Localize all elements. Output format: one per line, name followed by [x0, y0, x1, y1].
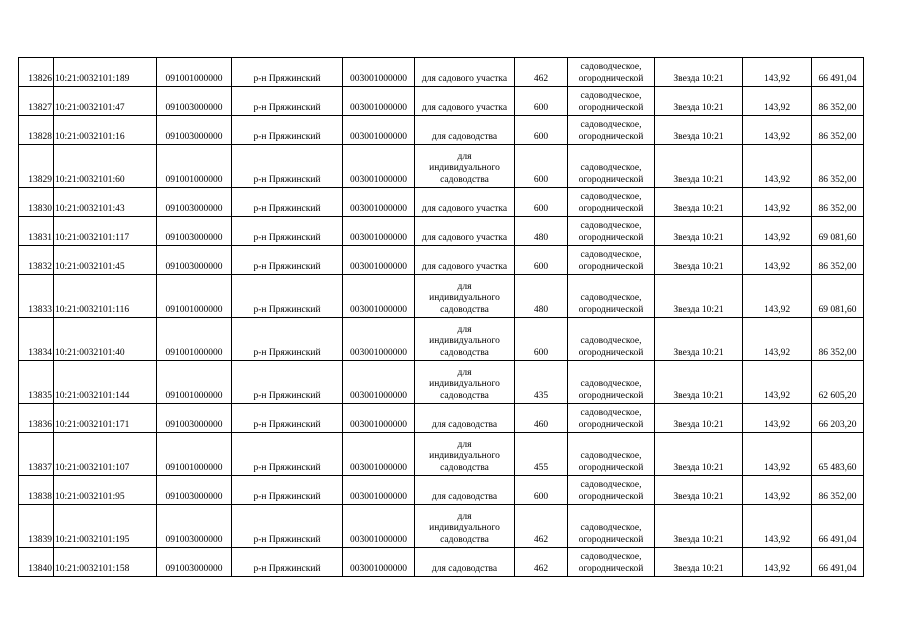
cell-district: р-н Пряжинский: [232, 58, 343, 87]
land-category-line: садоводческое,: [580, 336, 642, 346]
cell-district: р-н Пряжинский: [232, 318, 343, 361]
cell-location: Звезда 10:21: [655, 361, 743, 404]
table-row: [19, 404, 864, 433]
land-category-line: садоводческое,: [580, 250, 642, 260]
cell-classifier-code: 003001000000: [343, 275, 415, 318]
cell-area: 600: [515, 145, 568, 188]
cell-location: Звезда 10:21: [655, 433, 743, 476]
cell-permitted-use: [415, 116, 515, 145]
cell-permitted-use: [415, 476, 515, 505]
cell-specific-value: 143,92: [743, 318, 812, 361]
cell-cadastral-number: 10:21:0032101:60: [54, 145, 157, 188]
cell-cadastral-number: 10:21:0032101:189: [54, 58, 157, 87]
cell-land-category: [568, 318, 655, 361]
permitted-use-line: садоводства: [440, 462, 489, 473]
permitted-use-line: для садоводства: [431, 563, 498, 574]
permitted-use-line: садоводства: [440, 390, 489, 401]
cell-classifier-code: 003001000000: [343, 246, 415, 275]
cell-classifier-code: 003001000000: [343, 116, 415, 145]
cell-location: Звезда 10:21: [655, 318, 743, 361]
land-category-line: садоводческое,: [580, 379, 642, 389]
cell-cadastral-number: 10:21:0032101:45: [54, 246, 157, 275]
table-row: [19, 275, 864, 318]
permitted-use-line: индивидуального: [429, 293, 500, 303]
cell-permitted-use: [415, 433, 515, 476]
cell-location: Звезда 10:21: [655, 58, 743, 87]
cell-land-category: [568, 404, 655, 433]
cell-okato-code: 091001000000: [157, 145, 232, 188]
land-category-line: огороднической: [578, 73, 644, 84]
permitted-use-line: для: [457, 151, 472, 162]
cell-land-category: [568, 433, 655, 476]
permitted-use-line: индивидуального: [429, 163, 500, 173]
cell-district: р-н Пряжинский: [232, 145, 343, 188]
cell-cadastral-number: 10:21:0032101:144: [54, 361, 157, 404]
land-category-line: огороднической: [578, 102, 644, 113]
cell-specific-value: 143,92: [743, 404, 812, 433]
cell-cadastral-value: 69 081,60: [812, 275, 864, 318]
cell-row-number: 13835: [19, 361, 54, 404]
cell-classifier-code: 003001000000: [343, 217, 415, 246]
cell-specific-value: 143,92: [743, 217, 812, 246]
cell-okato-code: 091001000000: [157, 318, 232, 361]
cell-permitted-use: [415, 188, 515, 217]
cell-location: Звезда 10:21: [655, 246, 743, 275]
cell-location: Звезда 10:21: [655, 217, 743, 246]
permitted-use-line: для садового участка: [421, 102, 508, 113]
cell-area: 455: [515, 433, 568, 476]
land-category-line: садоводческое,: [580, 293, 642, 303]
cell-area: 462: [515, 58, 568, 87]
table-row: [19, 505, 864, 548]
land-category-line: садоводческое,: [580, 120, 642, 130]
cell-area: 462: [515, 548, 568, 577]
cell-classifier-code: 003001000000: [343, 404, 415, 433]
cell-cadastral-value: 86 352,00: [812, 188, 864, 217]
cell-location: Звезда 10:21: [655, 404, 743, 433]
cell-land-category: [568, 548, 655, 577]
cell-row-number: 13827: [19, 87, 54, 116]
cell-district: р-н Пряжинский: [232, 87, 343, 116]
cell-classifier-code: 003001000000: [343, 145, 415, 188]
cell-row-number: 13831: [19, 217, 54, 246]
cell-district: р-н Пряжинский: [232, 361, 343, 404]
cell-specific-value: 143,92: [743, 433, 812, 476]
permitted-use-line: индивидуального: [429, 336, 500, 346]
table-body: [19, 58, 864, 577]
permitted-use-line: индивидуального: [429, 523, 500, 533]
permitted-use-line: садоводства: [440, 304, 489, 315]
cell-cadastral-number: 10:21:0032101:158: [54, 548, 157, 577]
cell-classifier-code: 003001000000: [343, 58, 415, 87]
cell-specific-value: 143,92: [743, 476, 812, 505]
permitted-use-line: для садоводства: [431, 131, 498, 142]
cell-classifier-code: 003001000000: [343, 361, 415, 404]
cell-cadastral-value: 66 491,04: [812, 505, 864, 548]
land-category-line: огороднической: [578, 534, 644, 545]
cell-okato-code: 091003000000: [157, 505, 232, 548]
cell-row-number: 13829: [19, 145, 54, 188]
cell-location: Звезда 10:21: [655, 87, 743, 116]
cell-district: р-н Пряжинский: [232, 505, 343, 548]
cell-land-category: [568, 246, 655, 275]
cell-land-category: [568, 145, 655, 188]
land-category-line: огороднической: [578, 462, 644, 473]
permitted-use-line: для садового участка: [421, 73, 508, 84]
cell-okato-code: 091001000000: [157, 433, 232, 476]
cell-row-number: 13839: [19, 505, 54, 548]
land-category-line: садоводческое,: [580, 91, 642, 101]
cell-permitted-use: [415, 58, 515, 87]
land-category-line: садоводческое,: [580, 523, 642, 533]
permitted-use-line: для садового участка: [421, 261, 508, 272]
cell-cadastral-number: 10:21:0032101:116: [54, 275, 157, 318]
cell-classifier-code: 003001000000: [343, 433, 415, 476]
cell-okato-code: 091001000000: [157, 361, 232, 404]
cell-specific-value: 143,92: [743, 188, 812, 217]
table-row: [19, 87, 864, 116]
cell-land-category: [568, 87, 655, 116]
table-row: [19, 246, 864, 275]
cell-location: Звезда 10:21: [655, 505, 743, 548]
cell-permitted-use: [415, 217, 515, 246]
cell-location: Звезда 10:21: [655, 116, 743, 145]
permitted-use-line: для садоводства: [431, 491, 498, 502]
permitted-use-line: индивидуального: [429, 379, 500, 389]
cell-specific-value: 143,92: [743, 116, 812, 145]
cell-land-category: [568, 116, 655, 145]
cell-specific-value: 143,92: [743, 361, 812, 404]
land-category-line: огороднической: [578, 174, 644, 185]
table-row: [19, 217, 864, 246]
cell-land-category: [568, 361, 655, 404]
cell-row-number: 13836: [19, 404, 54, 433]
cell-cadastral-value: 62 605,20: [812, 361, 864, 404]
cell-okato-code: 091003000000: [157, 217, 232, 246]
land-category-line: садоводческое,: [580, 62, 642, 72]
cell-cadastral-number: 10:21:0032101:47: [54, 87, 157, 116]
cell-classifier-code: 003001000000: [343, 87, 415, 116]
cell-specific-value: 143,92: [743, 145, 812, 188]
cell-area: 600: [515, 87, 568, 116]
cell-area: 600: [515, 476, 568, 505]
cell-specific-value: 143,92: [743, 275, 812, 318]
cell-specific-value: 143,92: [743, 505, 812, 548]
cell-cadastral-value: 69 081,60: [812, 217, 864, 246]
cell-permitted-use: [415, 275, 515, 318]
cell-okato-code: 091003000000: [157, 116, 232, 145]
permitted-use-line: для: [457, 439, 472, 450]
cell-okato-code: 091003000000: [157, 188, 232, 217]
table-row: [19, 476, 864, 505]
cell-specific-value: 143,92: [743, 548, 812, 577]
cell-area: 435: [515, 361, 568, 404]
land-category-line: садоводческое,: [580, 451, 642, 461]
cell-cadastral-value: 86 352,00: [812, 87, 864, 116]
cell-district: р-н Пряжинский: [232, 275, 343, 318]
cell-location: Звезда 10:21: [655, 145, 743, 188]
cell-row-number: 13838: [19, 476, 54, 505]
permitted-use-line: для садового участка: [421, 203, 508, 214]
cell-district: р-н Пряжинский: [232, 188, 343, 217]
cell-okato-code: 091003000000: [157, 404, 232, 433]
cell-cadastral-number: 10:21:0032101:40: [54, 318, 157, 361]
cell-district: р-н Пряжинский: [232, 433, 343, 476]
land-category-line: огороднической: [578, 304, 644, 315]
land-category-line: садоводческое,: [580, 192, 642, 202]
land-category-line: садоводческое,: [580, 552, 642, 562]
land-category-line: садоводческое,: [580, 163, 642, 173]
cell-okato-code: 091003000000: [157, 476, 232, 505]
cell-classifier-code: 003001000000: [343, 318, 415, 361]
cell-cadastral-value: 86 352,00: [812, 476, 864, 505]
land-category-line: огороднической: [578, 347, 644, 358]
cell-permitted-use: [415, 87, 515, 116]
permitted-use-line: садоводства: [440, 174, 489, 185]
cell-land-category: [568, 476, 655, 505]
cell-classifier-code: 003001000000: [343, 188, 415, 217]
cell-district: р-н Пряжинский: [232, 548, 343, 577]
table-row: [19, 433, 864, 476]
cell-location: Звезда 10:21: [655, 548, 743, 577]
cell-cadastral-number: 10:21:0032101:16: [54, 116, 157, 145]
permitted-use-line: для: [457, 281, 472, 292]
cell-row-number: 13833: [19, 275, 54, 318]
land-category-line: садоводческое,: [580, 408, 642, 418]
cell-okato-code: 091003000000: [157, 87, 232, 116]
table-row: [19, 361, 864, 404]
permitted-use-line: для: [457, 324, 472, 335]
cell-row-number: 13840: [19, 548, 54, 577]
cell-okato-code: 091003000000: [157, 548, 232, 577]
cell-area: 600: [515, 246, 568, 275]
land-category-line: огороднической: [578, 563, 644, 574]
cell-cadastral-value: 86 352,00: [812, 246, 864, 275]
cell-area: 480: [515, 275, 568, 318]
cell-cadastral-value: 66 203,20: [812, 404, 864, 433]
cell-district: р-н Пряжинский: [232, 476, 343, 505]
cell-permitted-use: [415, 404, 515, 433]
land-category-line: огороднической: [578, 203, 644, 214]
cell-land-category: [568, 505, 655, 548]
cell-land-category: [568, 58, 655, 87]
cell-row-number: 13832: [19, 246, 54, 275]
permitted-use-line: для садоводства: [431, 419, 498, 430]
cell-cadastral-value: 86 352,00: [812, 318, 864, 361]
cell-land-category: [568, 275, 655, 318]
cell-district: р-н Пряжинский: [232, 404, 343, 433]
cell-area: 600: [515, 188, 568, 217]
cell-classifier-code: 003001000000: [343, 476, 415, 505]
cell-cadastral-value: 66 491,04: [812, 548, 864, 577]
cell-specific-value: 143,92: [743, 87, 812, 116]
cell-district: р-н Пряжинский: [232, 217, 343, 246]
land-category-line: огороднической: [578, 261, 644, 272]
cell-cadastral-value: 65 483,60: [812, 433, 864, 476]
permitted-use-line: для садового участка: [421, 232, 508, 243]
land-category-line: огороднической: [578, 131, 644, 142]
cell-okato-code: 091001000000: [157, 58, 232, 87]
table-row: [19, 58, 864, 87]
cell-cadastral-number: 10:21:0032101:171: [54, 404, 157, 433]
cell-permitted-use: [415, 145, 515, 188]
cell-location: Звезда 10:21: [655, 476, 743, 505]
cell-land-category: [568, 217, 655, 246]
cell-permitted-use: [415, 318, 515, 361]
cell-cadastral-value: 66 491,04: [812, 58, 864, 87]
cell-classifier-code: 003001000000: [343, 505, 415, 548]
cell-cadastral-number: 10:21:0032101:43: [54, 188, 157, 217]
cell-permitted-use: [415, 548, 515, 577]
cell-permitted-use: [415, 246, 515, 275]
cell-location: Звезда 10:21: [655, 275, 743, 318]
cell-land-category: [568, 188, 655, 217]
cell-area: 460: [515, 404, 568, 433]
cell-okato-code: 091001000000: [157, 275, 232, 318]
cell-area: 600: [515, 318, 568, 361]
table-row: [19, 548, 864, 577]
cell-cadastral-value: 86 352,00: [812, 116, 864, 145]
cell-specific-value: 143,92: [743, 246, 812, 275]
permitted-use-line: для: [457, 511, 472, 522]
cell-location: Звезда 10:21: [655, 188, 743, 217]
cell-classifier-code: 003001000000: [343, 548, 415, 577]
land-category-line: огороднической: [578, 390, 644, 401]
cell-cadastral-number: 10:21:0032101:117: [54, 217, 157, 246]
permitted-use-line: индивидуального: [429, 451, 500, 461]
cell-row-number: 13826: [19, 58, 54, 87]
table-row: [19, 145, 864, 188]
cadastral-value-table: [18, 57, 864, 577]
land-category-line: огороднической: [578, 232, 644, 243]
cell-cadastral-number: 10:21:0032101:195: [54, 505, 157, 548]
permitted-use-line: для: [457, 367, 472, 378]
cell-permitted-use: [415, 361, 515, 404]
cell-cadastral-number: 10:21:0032101:107: [54, 433, 157, 476]
land-category-line: огороднической: [578, 419, 644, 430]
cell-row-number: 13830: [19, 188, 54, 217]
cell-area: 462: [515, 505, 568, 548]
table-row: [19, 188, 864, 217]
cell-okato-code: 091003000000: [157, 246, 232, 275]
land-category-line: садоводческое,: [580, 480, 642, 490]
land-category-line: огороднической: [578, 491, 644, 502]
cell-area: 600: [515, 116, 568, 145]
cell-cadastral-number: 10:21:0032101:95: [54, 476, 157, 505]
table-row: [19, 116, 864, 145]
cell-row-number: 13837: [19, 433, 54, 476]
cell-district: р-н Пряжинский: [232, 116, 343, 145]
cell-row-number: 13834: [19, 318, 54, 361]
permitted-use-line: садоводства: [440, 347, 489, 358]
cell-district: р-н Пряжинский: [232, 246, 343, 275]
cell-row-number: 13828: [19, 116, 54, 145]
cell-area: 480: [515, 217, 568, 246]
land-category-line: садоводческое,: [580, 221, 642, 231]
cell-specific-value: 143,92: [743, 58, 812, 87]
cell-permitted-use: [415, 505, 515, 548]
permitted-use-line: садоводства: [440, 534, 489, 545]
cell-cadastral-value: 86 352,00: [812, 145, 864, 188]
table-row: [19, 318, 864, 361]
